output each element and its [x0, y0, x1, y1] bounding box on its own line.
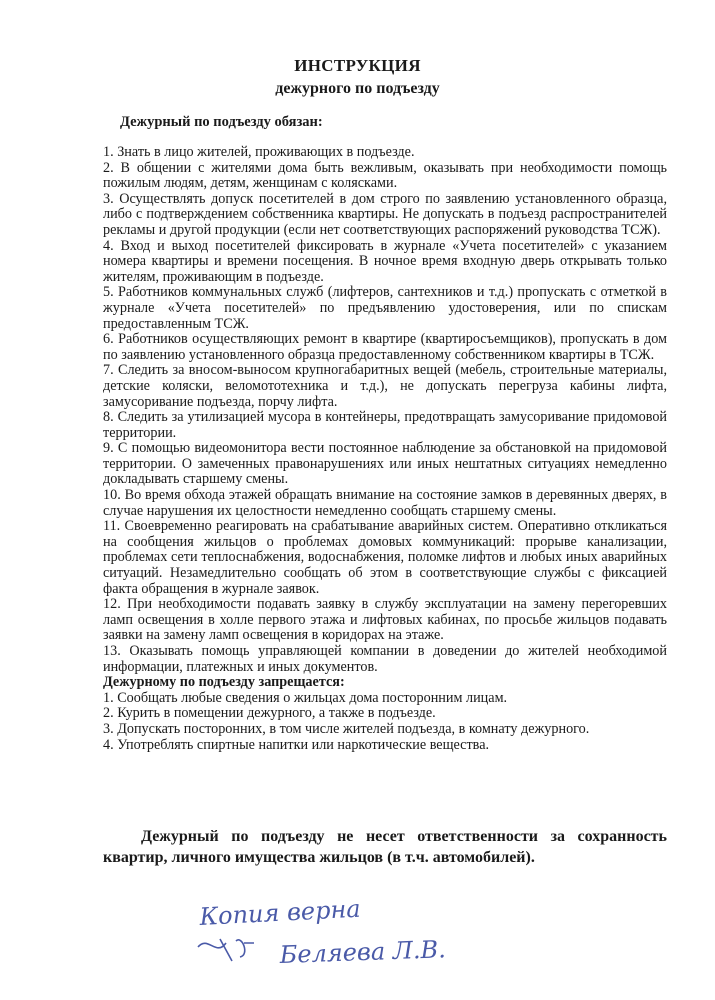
- signature-scribble: [198, 939, 254, 961]
- prohibited-item: 4. Употреблять спиртные напитки или наркотические вещества.: [103, 736, 490, 753]
- handwritten-name: Беляева Л.В.: [279, 935, 447, 969]
- document-body: [103, 145, 667, 753]
- duty-item: 5. Работников коммунальных служб (лифтеров, сантехников и т.д.) пропускать с отметкой в журнале «Учета посетителей» по предъявлению удостоверения, или по спискам предоставленным ТСЖ.: [103, 284, 667, 332]
- duty-item: 2. В общении с жителями дома быть вежливым, оказывать при необходимости помощь пожилым людям, детям, женщинам с колясками.: [103, 159, 667, 192]
- duty-item: 4. Вход и выход посетителей фиксировать в журнале «Учета посетителей» с указанием номера квартиры и времени посещения. В ночное время входную дверь открывать только жителям, проживающим в подъезде.: [103, 237, 667, 285]
- duty-item: 8. Следить за утилизацией мусора в контейнеры, предотвращать замусоривание придомовой территории.: [103, 409, 667, 441]
- document-subtitle: дежурного по подъезду: [275, 80, 440, 97]
- duty-item: 7. Следить за вносом-выносом крупногабаритных вещей (мебель, строительные материалы, детские коляски, веломототехника и т.д.), не допускать перегруза кабины лифта, замусоривание подъезда, порчу лифта.: [103, 362, 667, 410]
- duty-item: 1. Знать в лицо жителей, проживающих в подъезде.: [103, 144, 415, 160]
- prohibited-heading: Дежурному по подъезду запрещается:: [103, 674, 345, 691]
- duty-item: 12. При необходимости подавать заявку в службу эксплуатации на замену перегоревших ламп освещения в холле первого этажа и лифтовых кабинах, по просьбе жильцов подавать заявки на замену ламп освещения в коридорах на этаже.: [103, 596, 667, 644]
- prohibited-item: 2. Курить в помещении дежурного, а также в подъезде.: [103, 705, 436, 722]
- duty-item: 11. Своевременно реагировать на срабатывание аварийных систем. Оперативно откликаться на сообщения жильцов о проблемах домовых коммуникаций: прорыве канализации, проблемах сети теплоснабжения, водоснабжения, поломке лифтов и любых иных аварийных ситуаций. Незамедлительно сообщать об этом в соответствующие службы с фиксацией факта обращения в журнале заявок.: [103, 518, 667, 597]
- duty-item: 10. Во время обхода этажей обращать внимание на состояние замков в деревянных дверях, в случае нарушения их целостности немедленно сообщать старшему смены.: [103, 487, 667, 519]
- duty-item: 3. Осуществлять допуск посетителей в дом строго по заявлению установленного образца, либо с подтверждением собственника квартиры. Не допускать в подъезд распространителей рекламы и другой продукции (если нет соответствующих распоряжений руководства ТСЖ).: [103, 190, 667, 238]
- duty-item: 6. Работников осуществляющих ремонт в квартире (квартиросъемщиков), пропускать в дом по заявлению установленного образца предоставленному собственником квартиры в ТСЖ.: [103, 331, 667, 363]
- document-title: ИНСТРУКЦИЯ: [294, 56, 421, 75]
- handwritten-certification: [180, 895, 540, 975]
- signature-graphic: [180, 895, 540, 975]
- liability-note: Дежурный по подъезду не несет ответственности за сохранность квартир, личного имущества жильцов (в т.ч. автомобилей).: [103, 828, 667, 866]
- prohibited-item: 1. Сообщать любые сведения о жильцах дома посторонним лицам.: [103, 689, 508, 706]
- duties-heading: Дежурный по подъезду обязан:: [120, 114, 323, 130]
- prohibited-item: 3. Допускать посторонних, в том числе жителей подъезда, в комнату дежурного.: [103, 720, 590, 737]
- duty-item: 13. Оказывать помощь управляющей компании в доведении до жителей необходимой информации, платежных и иных документов.: [103, 643, 667, 675]
- handwritten-copy-note: Копия верна: [198, 895, 362, 931]
- duty-item: 9. С помощью видеомонитора вести постоянное наблюдение за обстановкой на придомовой территории. О замеченных правонарушениях или иных нештатных ситуациях немедленно докладывать старшему смены.: [103, 440, 667, 488]
